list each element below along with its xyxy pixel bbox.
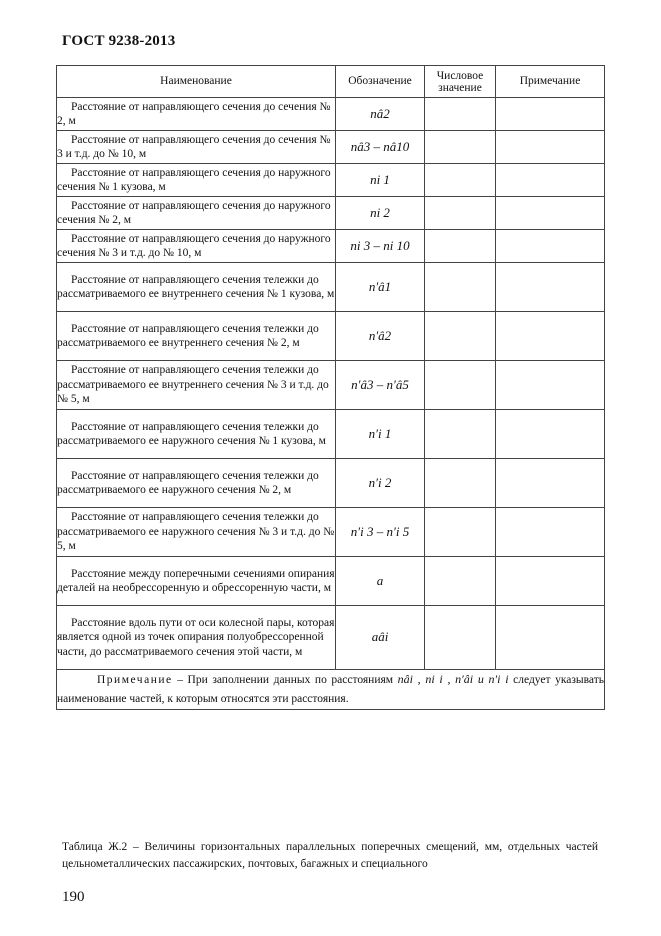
row-value — [425, 508, 496, 557]
row-symbol: ni 3 – ni 10 — [336, 230, 425, 263]
row-symbol: nâ3 – nâ10 — [336, 131, 425, 164]
row-note — [496, 230, 605, 263]
row-symbol: n′â1 — [336, 263, 425, 312]
row-symbol: aâi — [336, 606, 425, 670]
table-row — [57, 263, 605, 312]
row-symbol: n′i 2 — [336, 459, 425, 508]
table-row — [57, 508, 605, 557]
row-name: Расстояние от направляющего сечения тележки до рассматриваемого ее наружного сечения № 2, м — [57, 459, 336, 508]
row-value — [425, 197, 496, 230]
row-name: Расстояние от направляющего сечения до сечения № 2, м — [57, 98, 336, 131]
table-row — [57, 312, 605, 361]
row-note — [496, 312, 605, 361]
row-value — [425, 263, 496, 312]
table-row — [57, 410, 605, 459]
row-symbol: n′â2 — [336, 312, 425, 361]
table-row — [57, 557, 605, 606]
row-note — [496, 131, 605, 164]
row-value — [425, 98, 496, 131]
row-value — [425, 361, 496, 410]
row-symbol: n′â3 – n′â5 — [336, 361, 425, 410]
row-value — [425, 164, 496, 197]
page-number: 190 — [62, 889, 85, 905]
table-row — [57, 98, 605, 131]
column-header-note: Примечание — [496, 66, 605, 98]
column-header-name: Наименование — [57, 66, 336, 98]
table-row — [57, 361, 605, 410]
note-text-before: – При заполнении данных по расстояниям — [172, 674, 398, 686]
table-row — [57, 459, 605, 508]
column-header-symbol: Обозначение — [336, 66, 425, 98]
row-symbol: a — [336, 557, 425, 606]
column-header-value: Числовое значение — [425, 66, 496, 98]
row-name: Расстояние от направляющего сечения тележки до рассматриваемого ее внутреннего сечения № 3 и т.д. до № 5, м — [57, 361, 336, 410]
row-symbol: n′i 3 – n′i 5 — [336, 508, 425, 557]
row-note — [496, 410, 605, 459]
table-caption: Таблица Ж.2 – Величины горизонтальных параллельных поперечных смещений, мм, отдельных частей цельнометаллических пассажирских, почтовых, багажных и специального — [62, 841, 598, 870]
row-value — [425, 410, 496, 459]
document-header: ГОСТ 9238-2013 — [62, 33, 176, 49]
table-row — [57, 230, 605, 263]
row-name: Расстояние от направляющего сечения тележки до рассматриваемого ее внутреннего сечения № 1 кузова, м — [57, 263, 336, 312]
row-name: Расстояние от направляющего сечения тележки до рассматриваемого ее наружного сечения № 1 кузова, м — [57, 410, 336, 459]
row-symbol: ni 1 — [336, 164, 425, 197]
table-row — [57, 606, 605, 670]
row-value — [425, 459, 496, 508]
row-note — [496, 197, 605, 230]
row-name: Расстояние от направляющего сечения до наружного сечения № 2, м — [57, 197, 336, 230]
row-value — [425, 606, 496, 670]
row-note — [496, 164, 605, 197]
row-note — [496, 459, 605, 508]
row-symbol: ni 2 — [336, 197, 425, 230]
row-value — [425, 230, 496, 263]
row-name: Расстояние от направляющего сечения до наружного сечения № 1 кузова, м — [57, 164, 336, 197]
table-note-row — [57, 670, 605, 710]
row-note — [496, 98, 605, 131]
table-row — [57, 197, 605, 230]
note-symbols: nâi , ni i , n′âi и n′i i — [397, 672, 509, 686]
row-note — [496, 361, 605, 410]
row-name: Расстояние между поперечными сечениями опирания деталей на необрессоренную и обрессоренную части, м — [57, 557, 336, 606]
table-row — [57, 131, 605, 164]
row-name: Расстояние от направляющего сечения до сечения № 3 и т.д. до № 10, м — [57, 131, 336, 164]
designations-table — [56, 65, 605, 710]
table-note — [57, 670, 605, 710]
table-header-row — [57, 66, 605, 98]
row-note — [496, 606, 605, 670]
row-note — [496, 508, 605, 557]
row-value — [425, 557, 496, 606]
row-note — [496, 263, 605, 312]
row-symbol: n′i 1 — [336, 410, 425, 459]
row-name: Расстояние от направляющего сечения тележки до рассматриваемого ее внутреннего сечения № 2, м — [57, 312, 336, 361]
row-name: Расстояние от направляющего сечения тележки до рассматриваемого ее наружного сечения № 3 и т.д. до № 5, м — [57, 508, 336, 557]
row-value — [425, 131, 496, 164]
row-value — [425, 312, 496, 361]
row-name: Расстояние от направляющего сечения до наружного сечения № 3 и т.д. до № 10, м — [57, 230, 336, 263]
table-row — [57, 164, 605, 197]
row-note — [496, 557, 605, 606]
note-text-after: следует указывать наименование частей, к которым относятся эти расстояния. — [57, 674, 604, 705]
note-label: Примечание — [97, 674, 173, 686]
row-name: Расстояние вдоль пути от оси колесной пары, которая является одной из точек опирания полуобрессоренной части, до рассматриваемого сечения этой части, м — [57, 606, 336, 670]
row-symbol: nâ2 — [336, 98, 425, 131]
